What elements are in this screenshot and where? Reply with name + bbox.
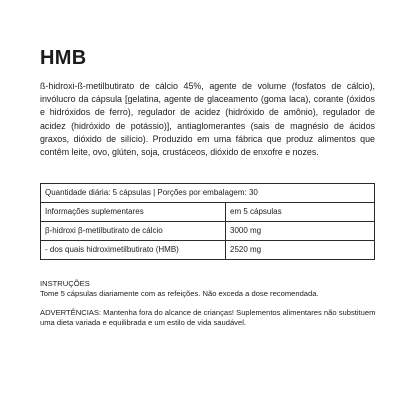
ingredients-text: ß-hidroxi-ß-metilbutirato de cálcio 45%, agente de volume (fosfatos de cálcio), invólucro da cápsula [gelatina, agente de glaceamento (goma laca), corante (óxidos e hidróxidos de ferro), regulador de acidez (hidróxido de amônio), regulador de acidez (hidróxido de potássio)], antiaglomerantes (sais de magnésio de ácidos graxos, dióxido de silício). Produzido em uma fábrica que produz alimentos que contêm leite, ovo, glúten, soja, crustáceos, dióxido de enxofre e nozes. [40,81,375,158]
table-row [41,222,374,241]
instructions-text: Tome 5 cápsulas diariamente com as refeições. Não exceda a dose recomendada. [40,288,319,298]
supplement-facts-table [40,183,375,260]
warnings-text: ADVERTÊNCIAS: Mantenha fora do alcance de crianças! Suplementos alimentares não substituem uma dieta variada e equilibrada e um estilo de vida saudável. [40,308,376,327]
table-row [41,241,374,259]
product-title: HMB [40,47,87,69]
product-info [40,40,375,159]
row-label: β-hidroxi β-metilbutirato de cálcio [41,222,226,240]
instructions-heading: INSTRUÇÕES [40,279,90,288]
row-value: 2520 mg [230,245,262,254]
row-value: 3000 mg [230,226,262,235]
row-label: - dos quais hidroximetilbutirato (HMB) [41,241,226,259]
table-row [41,203,374,222]
serving-info: Quantidade diária: 5 cápsulas | Porções por embalagem: 30 [41,184,374,203]
row-value: em 5 cápsulas [230,207,282,216]
row-label: Informações suplementares [41,203,226,221]
instructions-section [40,279,380,299]
